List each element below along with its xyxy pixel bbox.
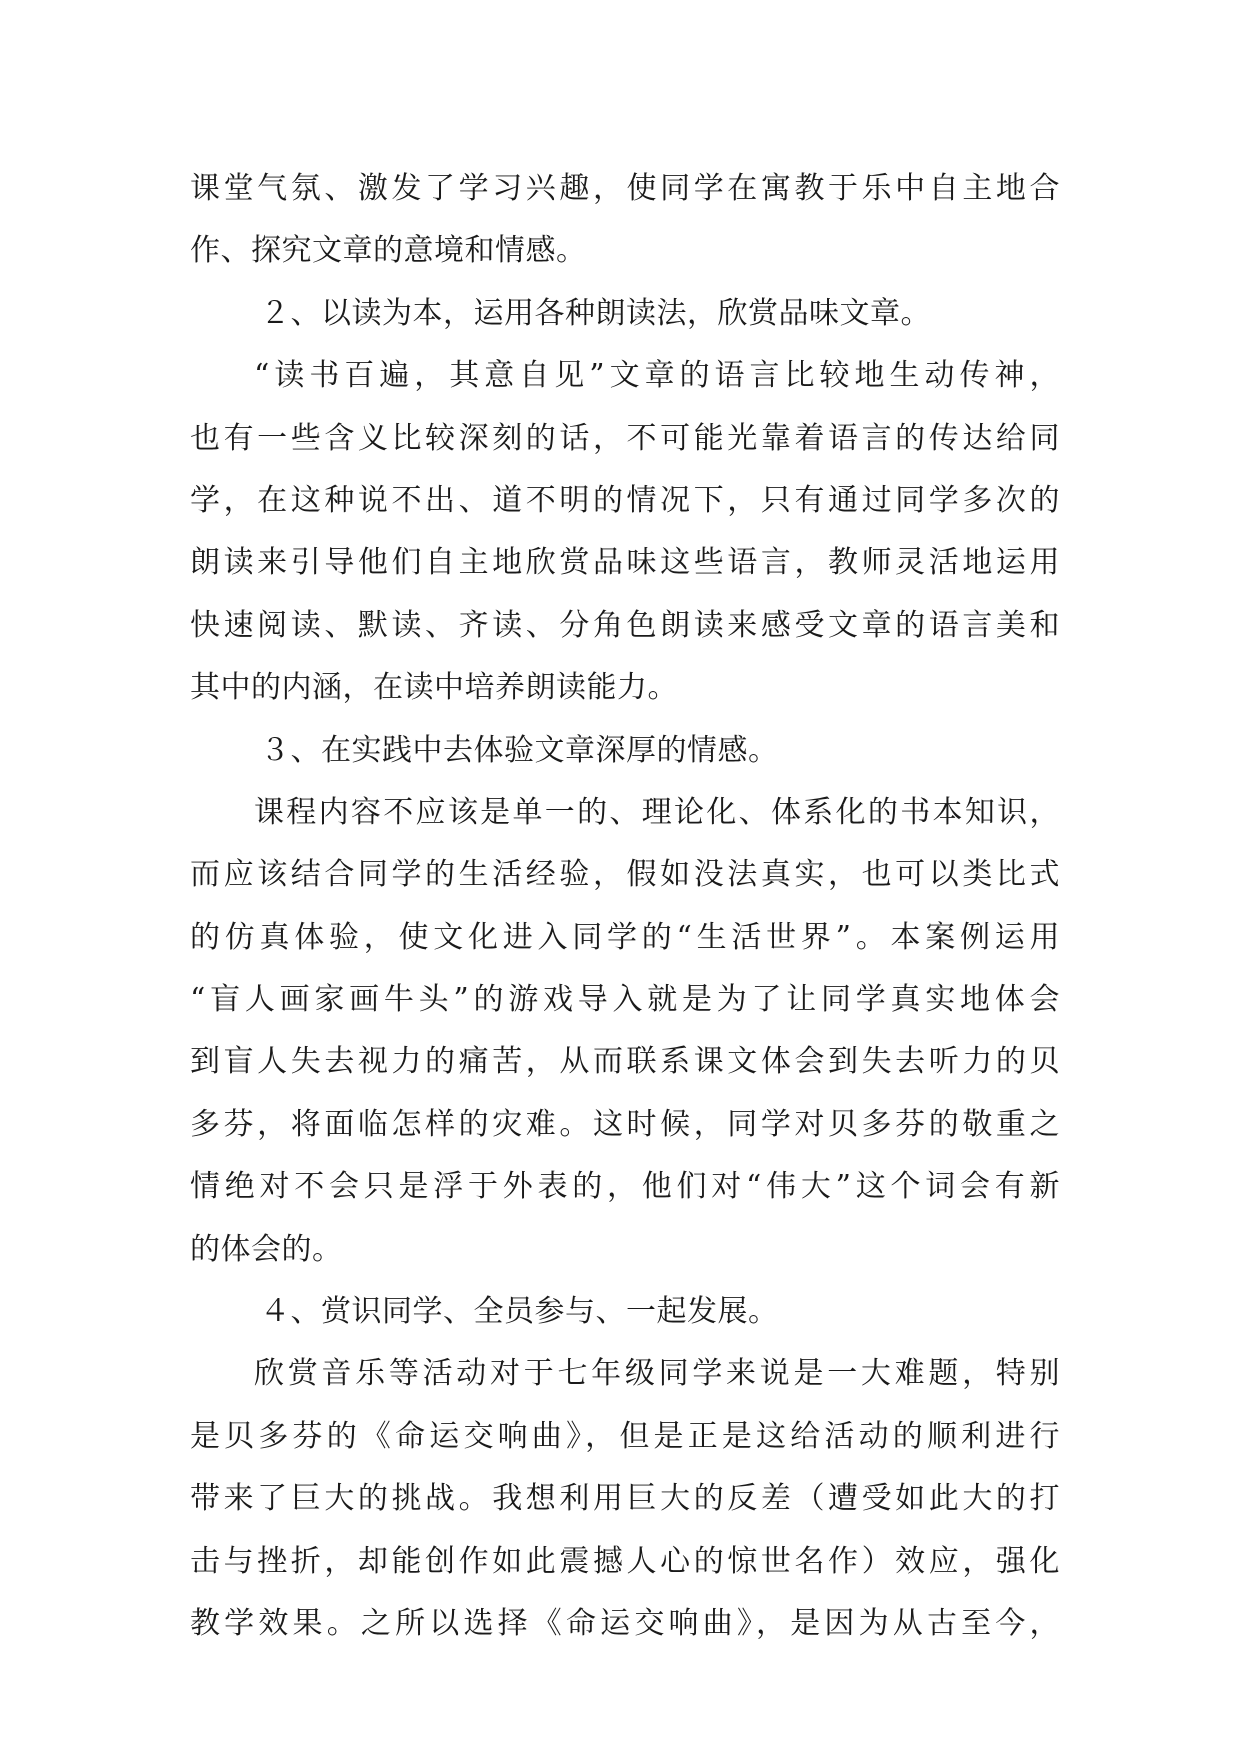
text-line: 快速阅读、默读、齐读、分角色朗读来感受文章的语言美和 xyxy=(190,607,1060,643)
text-line: “读书百遍，其意自见”文章的语言比较地生动传神， xyxy=(254,358,1060,394)
text-line: 朗读来引导他们自主地欣赏品味这些语言，教师灵活地运用 xyxy=(190,545,1060,581)
document-body xyxy=(190,158,1060,1655)
text-line: 作、探究文章的意境和情感。 xyxy=(190,233,587,269)
text-line: 到盲人失去视力的痛苦，从而联系课文体会到失去听力的贝 xyxy=(190,1044,1060,1080)
text-line: 是贝多芬的《命运交响曲》，但是正是这给活动的顺利进行 xyxy=(190,1418,1060,1454)
section-heading: ３、在实践中去体验文章深厚的情感。 xyxy=(260,732,779,768)
section-heading: ４、赏识同学、全员参与、一起发展。 xyxy=(260,1294,779,1330)
text-line: 的体会的。 xyxy=(190,1231,343,1267)
text-line: 课程内容不应该是单一的、理论化、体系化的书本知识， xyxy=(254,794,1060,830)
text-line: 多芬，将面临怎样的灾难。这时候，同学对贝多芬的敬重之 xyxy=(190,1106,1060,1142)
text-line: 而应该结合同学的生活经验，假如没法真实，也可以类比式 xyxy=(190,857,1060,893)
text-line: 课堂气氛、激发了学习兴趣，使同学在寓教于乐中自主地合 xyxy=(190,171,1060,206)
text-line: 击与挫折，却能创作如此震撼人心的惊世名作）效应，强化 xyxy=(190,1543,1060,1579)
text-line: 教学效果。之所以选择《命运交响曲》，是因为从古至今， xyxy=(190,1605,1060,1641)
text-line: 学，在这种说不出、道不明的情况下，只有通过同学多次的 xyxy=(190,482,1060,518)
text-line: 情绝对不会只是浮于外表的，他们对“伟大”这个词会有新 xyxy=(190,1169,1060,1205)
text-line: 欣赏音乐等活动对于七年级同学来说是一大难题，特别 xyxy=(254,1356,1060,1392)
text-line: 带来了巨大的挑战。我想利用巨大的反差（遭受如此大的打 xyxy=(190,1481,1060,1517)
section-heading: ２、以读为本，运用各种朗读法，欣赏品味文章。 xyxy=(260,295,931,331)
text-line: 也有一些含义比较深刻的话，不可能光靠着语言的传达给同 xyxy=(190,420,1060,456)
text-line: 其中的内涵，在读中培养朗读能力。 xyxy=(190,670,678,706)
text-line: 的仿真体验，使文化进入同学的“生活世界”。本案例运用 xyxy=(190,919,1060,955)
text-line: “盲人画家画牛头”的游戏导入就是为了让同学真实地体会 xyxy=(190,982,1060,1018)
